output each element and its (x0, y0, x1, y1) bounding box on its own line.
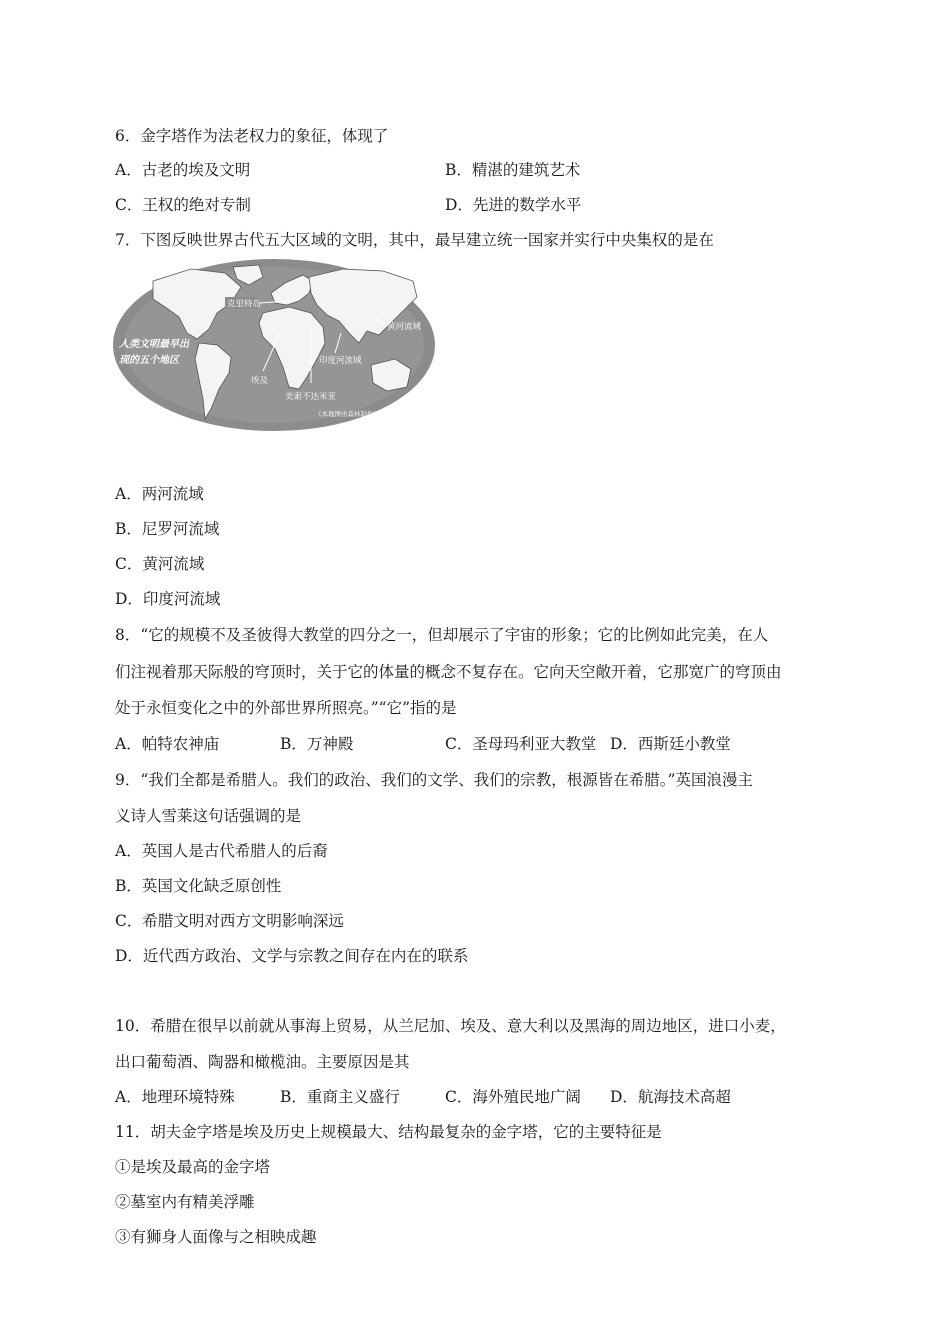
q6-option-d: D．先进的数学水平 (445, 196, 582, 214)
q8-line-1: 8．“它的规模不及圣彼得大教堂的四分之一，但却展示了宇宙的形象；它的比例如此完美，在人 (115, 626, 769, 644)
q7-option-b: B．尼罗河流域 (115, 520, 220, 538)
q9-line-1: 9．“我们全都是希腊人。我们的政治、我们的文学、我们的宗教，根源皆在希腊。”英国浪漫主 (115, 771, 753, 789)
q7-option-a: A．两河流域 (115, 485, 204, 503)
q9-option-a: A．英国人是古代希腊人的后裔 (115, 842, 328, 860)
q10-line-1: 10．希腊在很早以前就从事海上贸易，从兰尼加、埃及、意大利以及黑海的周边地区，进口小麦， (115, 1017, 786, 1035)
q8-line-2: 们注视着那天际般的穹顶时，关于它的体量的概念不复存在。它向天空敞开着，它那宽广的穹顶由 (115, 663, 782, 681)
q8-line-3: 处于永恒变化之中的外部世界所照亮。”“它”指的是 (115, 699, 457, 717)
q10-line-2: 出口葡萄酒、陶器和橄榄油。主要原因是其 (115, 1053, 410, 1071)
world-civilizations-map (113, 259, 435, 431)
map-caption-line-2: 现的五个地区 (119, 355, 179, 366)
label-mesopotamia: 美索不达米亚 (285, 392, 337, 402)
label-credit: 《本地图由森林制作》 (315, 410, 380, 418)
q10-option-c: C．海外殖民地广阔 (445, 1088, 581, 1106)
q9-line-2: 义诗人雪莱这句话强调的是 (115, 807, 302, 825)
q9-option-c: C．希腊文明对西方文明影响深远 (115, 912, 344, 930)
q10-option-b: B．重商主义盛行 (280, 1088, 400, 1106)
q11-item-3: ③有狮身人面像与之相映成趣 (115, 1228, 317, 1246)
q6-stem: 6．金字塔作为法老权力的象征，体现了 (115, 127, 389, 145)
label-egypt: 埃及 (251, 376, 269, 386)
q11-item-2: ②墓室内有精美浮雕 (115, 1193, 255, 1211)
map-caption-line-1: 人类文明最早出 (119, 339, 189, 350)
q6-option-c: C．王权的绝对专制 (115, 196, 251, 214)
label-yellow-river: 黄河流域 (387, 322, 422, 332)
label-crete: 克里特岛 (227, 299, 262, 310)
q11-item-1: ①是埃及最高的金字塔 (115, 1158, 271, 1176)
q6-option-a: A．古老的埃及文明 (115, 161, 251, 179)
q8-option-d: D．西斯廷小教堂 (610, 735, 731, 753)
q10-option-d: D．航海技术高超 (610, 1088, 731, 1106)
q9-option-b: B．英国文化缺乏原创性 (115, 877, 282, 895)
q7-option-d: D．印度河流域 (115, 590, 221, 608)
label-indus: 印度河流域 (319, 356, 362, 366)
q8-option-b: B．万神殿 (280, 735, 354, 753)
q9-option-d: D．近代西方政治、文学与宗教之间存在内在的联系 (115, 947, 469, 965)
q8-option-a: A．帕特农神庙 (115, 735, 220, 753)
q11-stem: 11．胡夫金字塔是埃及历史上规模最大、结构最复杂的金字塔，它的主要特征是 (115, 1123, 662, 1141)
q8-option-c: C．圣母玛利亚大教堂 (445, 735, 597, 753)
q10-option-a: A．地理环境特殊 (115, 1088, 235, 1106)
q7-option-c: C．黄河流域 (115, 555, 205, 573)
q6-option-b: B．精湛的建筑艺术 (445, 161, 581, 179)
q7-stem: 7．下图反映世界古代五大区域的文明，其中，最早建立统一国家并实行中央集权的是在 (115, 231, 714, 249)
